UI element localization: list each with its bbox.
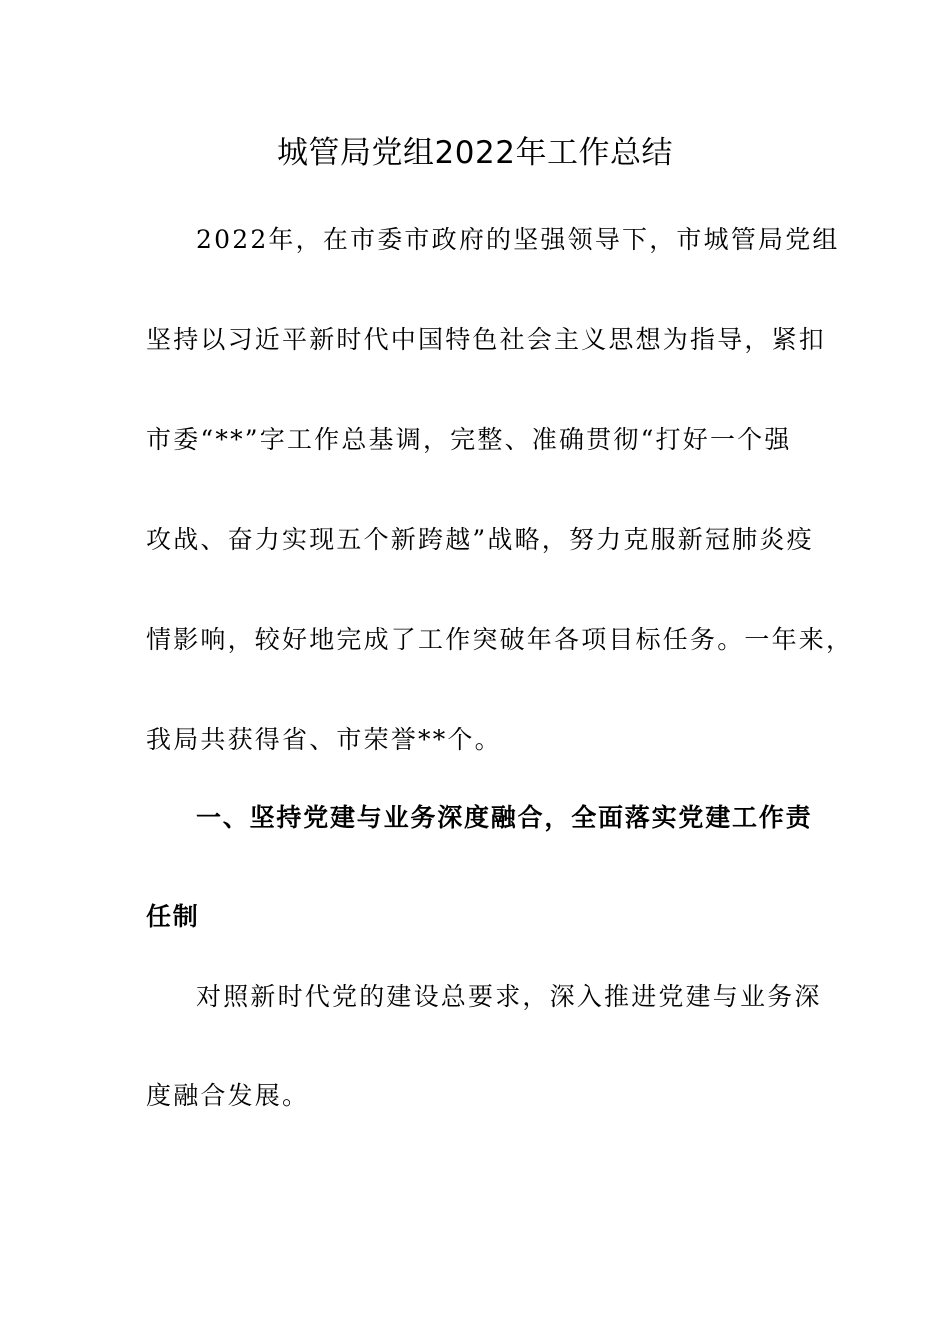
paragraph-line: 情影响，较好地完成了工作突破年各项目标任务。一年来， xyxy=(146,625,854,654)
paragraph-line: 对照新时代党的建设总要求，深入推进党建与业务深 xyxy=(196,982,822,1011)
paragraph-line: 我局共获得省、市荣誉**个。 xyxy=(146,725,502,754)
paragraph-line: 市委“**”字工作总基调，完整、准确贯彻“打好一个强 xyxy=(146,425,792,454)
paragraph-line: 攻战、奋力实现五个新跨越”战略，努力克服新冠肺炎疫 xyxy=(146,525,814,554)
section-heading-line: 任制 xyxy=(146,902,200,931)
section-heading-line: 一、坚持党建与业务深度融合，全面落实党建工作责 xyxy=(196,803,813,832)
document-title: 城管局党组2022年工作总结 xyxy=(277,135,673,171)
paragraph-line: 2022年，在市委市政府的坚强领导下，市城管局党组 xyxy=(196,225,840,254)
paragraph-line: 度融合发展。 xyxy=(146,1081,310,1110)
paragraph-line: 坚持以习近平新时代中国特色社会主义思想为指导，紧扣 xyxy=(146,325,827,354)
